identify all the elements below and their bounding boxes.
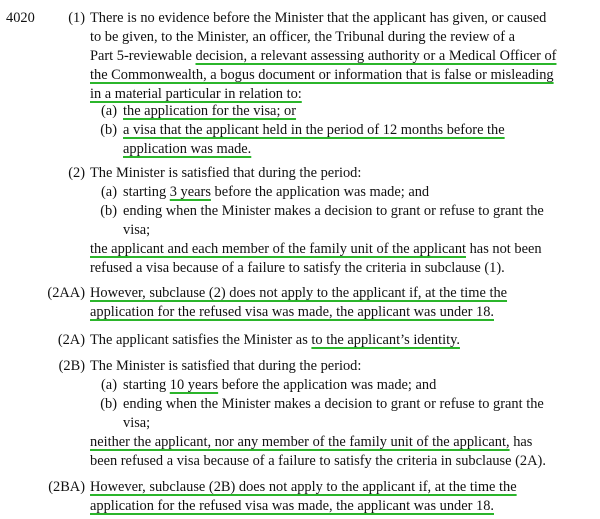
underlined-text: in a material particular in relation to: <box>90 86 302 102</box>
text-line <box>123 140 251 158</box>
clause-number: 4020 <box>6 10 35 26</box>
text-line <box>90 497 494 515</box>
text-line <box>123 183 429 201</box>
clause-label: (b) <box>100 203 117 219</box>
text-line <box>90 478 517 496</box>
text-line <box>123 121 505 139</box>
text-line <box>90 331 460 349</box>
text-line <box>90 284 507 302</box>
text-segment: before the application was made; and <box>210 184 430 200</box>
underlined-text: 3 years <box>169 184 211 200</box>
text-line <box>90 303 494 321</box>
underlined-text: application for the refused visa was made, the applicant was under 18. <box>90 304 494 320</box>
underlined-text: a visa that the applicant held in the period of 12 months before the <box>123 122 505 138</box>
text-segment: There is no evidence before the Minister that the applicant has given, or caused <box>90 10 547 26</box>
text-line <box>90 433 532 451</box>
text-line <box>123 376 436 394</box>
text-segment: starting <box>123 377 170 393</box>
text-line <box>123 414 150 432</box>
text-line <box>90 28 515 46</box>
text-line <box>90 47 556 65</box>
underlined-text: the application for the visa; or <box>123 103 297 119</box>
text-line <box>90 259 505 277</box>
underlined-text: However, subclause (2B) does not apply to the applicant if, at the time the <box>90 479 517 495</box>
clause-label: (2B) <box>58 358 85 374</box>
clause-label: (a) <box>101 103 117 119</box>
clause-label: (2AA) <box>47 285 85 301</box>
text-segment: has not been <box>466 241 542 257</box>
text-line <box>123 202 544 220</box>
underlined-text: the applicant and each member of the family unit of the applicant <box>90 241 467 257</box>
underlined-text: application for the refused visa was made, the applicant was under 18. <box>90 498 494 514</box>
clause-label: (a) <box>101 184 117 200</box>
text-segment: been refused a visa because of a failure to satisfy the criteria in subclause (2A). <box>90 453 546 469</box>
text-segment: The Minister is satisfied that during the period: <box>90 358 362 374</box>
underlined-text: to the applicant’s identity. <box>311 332 460 348</box>
text-segment: The Minister is satisfied that during the period: <box>90 165 362 181</box>
text-line <box>123 395 544 413</box>
clause-label: (a) <box>101 377 117 393</box>
text-line <box>90 357 361 375</box>
clause-label: (2) <box>68 165 85 181</box>
clause-label: (2A) <box>57 332 85 348</box>
text-segment: visa; <box>123 415 151 431</box>
underlined-text: the Commonwealth, a bogus document or information that is false or misleading <box>90 67 554 83</box>
underlined-text: However, subclause (2) does not apply to the applicant if, at the time the <box>90 285 508 301</box>
text-line <box>90 9 546 27</box>
clause-label: (b) <box>100 122 117 138</box>
text-segment: has <box>509 434 533 450</box>
text-line <box>90 85 302 103</box>
underlined-text: decision, a relevant assessing authority or a Medical Officer of <box>195 48 557 64</box>
clause-label: (1) <box>68 10 85 26</box>
text-segment: The applicant satisfies the Minister as <box>90 332 312 348</box>
text-segment: visa; <box>123 222 151 238</box>
clause-label: (b) <box>100 396 117 412</box>
text-line <box>90 452 546 470</box>
underlined-text: 10 years <box>169 377 219 393</box>
underlined-text: application was made. <box>123 141 252 157</box>
text-line <box>90 240 542 258</box>
text-line <box>90 164 361 182</box>
clause-label: (2BA) <box>48 479 85 495</box>
text-line <box>90 66 554 84</box>
underlined-text: neither the applicant, nor any member of the family unit of the applicant, <box>90 434 510 450</box>
text-line <box>123 221 150 239</box>
text-segment: to be given, to the Minister, an officer, the Tribunal during the review of a <box>90 29 516 45</box>
text-segment: Part 5-reviewable <box>90 48 196 64</box>
text-line <box>123 102 296 120</box>
text-segment: refused a visa because of a failure to satisfy the criteria in subclause (1). <box>90 260 505 276</box>
text-segment: starting <box>123 184 170 200</box>
text-segment: before the application was made; and <box>218 377 437 393</box>
text-segment: ending when the Minister makes a decision to grant or refuse to grant the <box>123 203 544 219</box>
text-segment: ending when the Minister makes a decision to grant or refuse to grant the <box>123 396 544 412</box>
